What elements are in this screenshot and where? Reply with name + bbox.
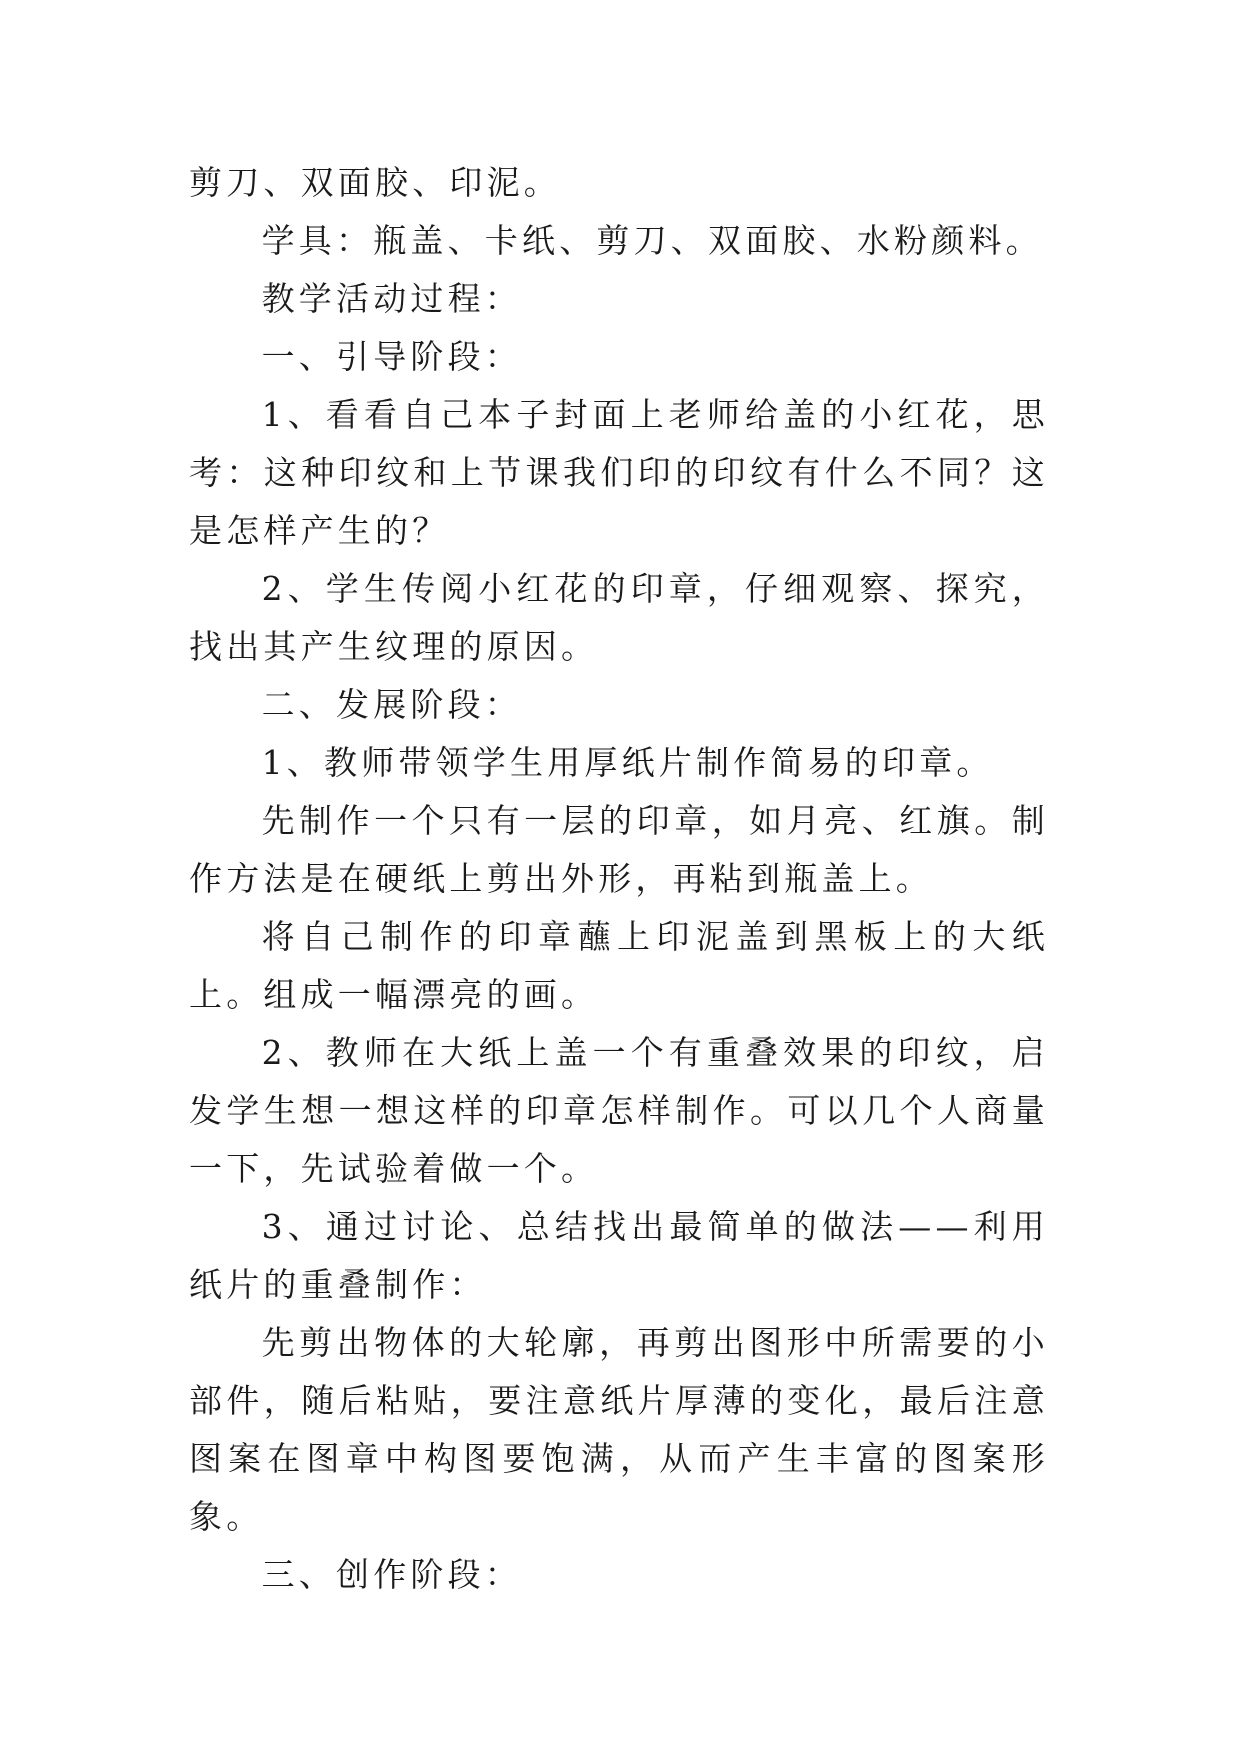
paragraph: 学具：瓶盖、卡纸、剪刀、双面胶、水粉颜料。	[261, 221, 1043, 260]
paragraph: 1、教师带领学生用厚纸片制作简易的印章。	[261, 743, 994, 782]
paragraph: 2、教师在大纸上盖一个有重叠效果的印纹，启发学生想一想这样的印章怎样制作。可以几个人商量一下，先试验着做一个。	[189, 1033, 1049, 1188]
paragraph: 3、通过讨论、总结找出最简单的做法——利用纸片的重叠制作：	[189, 1207, 1049, 1304]
paragraph: 教学活动过程：	[261, 279, 522, 318]
paragraph: 先剪出物体的大轮廓，再剪出图形中所需要的小部件，随后粘贴，要注意纸片厚薄的变化，最后注意图案在图章中构图要饱满，从而产生丰富的图案形象。	[189, 1323, 1049, 1536]
paragraph: 2、学生传阅小红花的印章，仔细观察、探究，找出其产生纹理的原因。	[189, 569, 1049, 666]
section-heading: 一、引导阶段：	[261, 337, 522, 376]
paragraph: 1、看看自己本子封面上老师给盖的小红花，思考：这种印纹和上节课我们印的印纹有什么不同？这是怎样产生的？	[189, 395, 1049, 550]
paragraph: 将自己制作的印章蘸上印泥盖到黑板上的大纸上。组成一幅漂亮的画。	[189, 917, 1049, 1014]
section-heading: 二、发展阶段：	[261, 685, 522, 724]
section-heading: 三、创作阶段：	[261, 1555, 522, 1594]
paragraph: 剪刀、双面胶、印泥。	[189, 163, 561, 202]
document-body	[189, 154, 1049, 1604]
paragraph: 先制作一个只有一层的印章，如月亮、红旗。制作方法是在硬纸上剪出外形，再粘到瓶盖上。	[189, 801, 1049, 898]
